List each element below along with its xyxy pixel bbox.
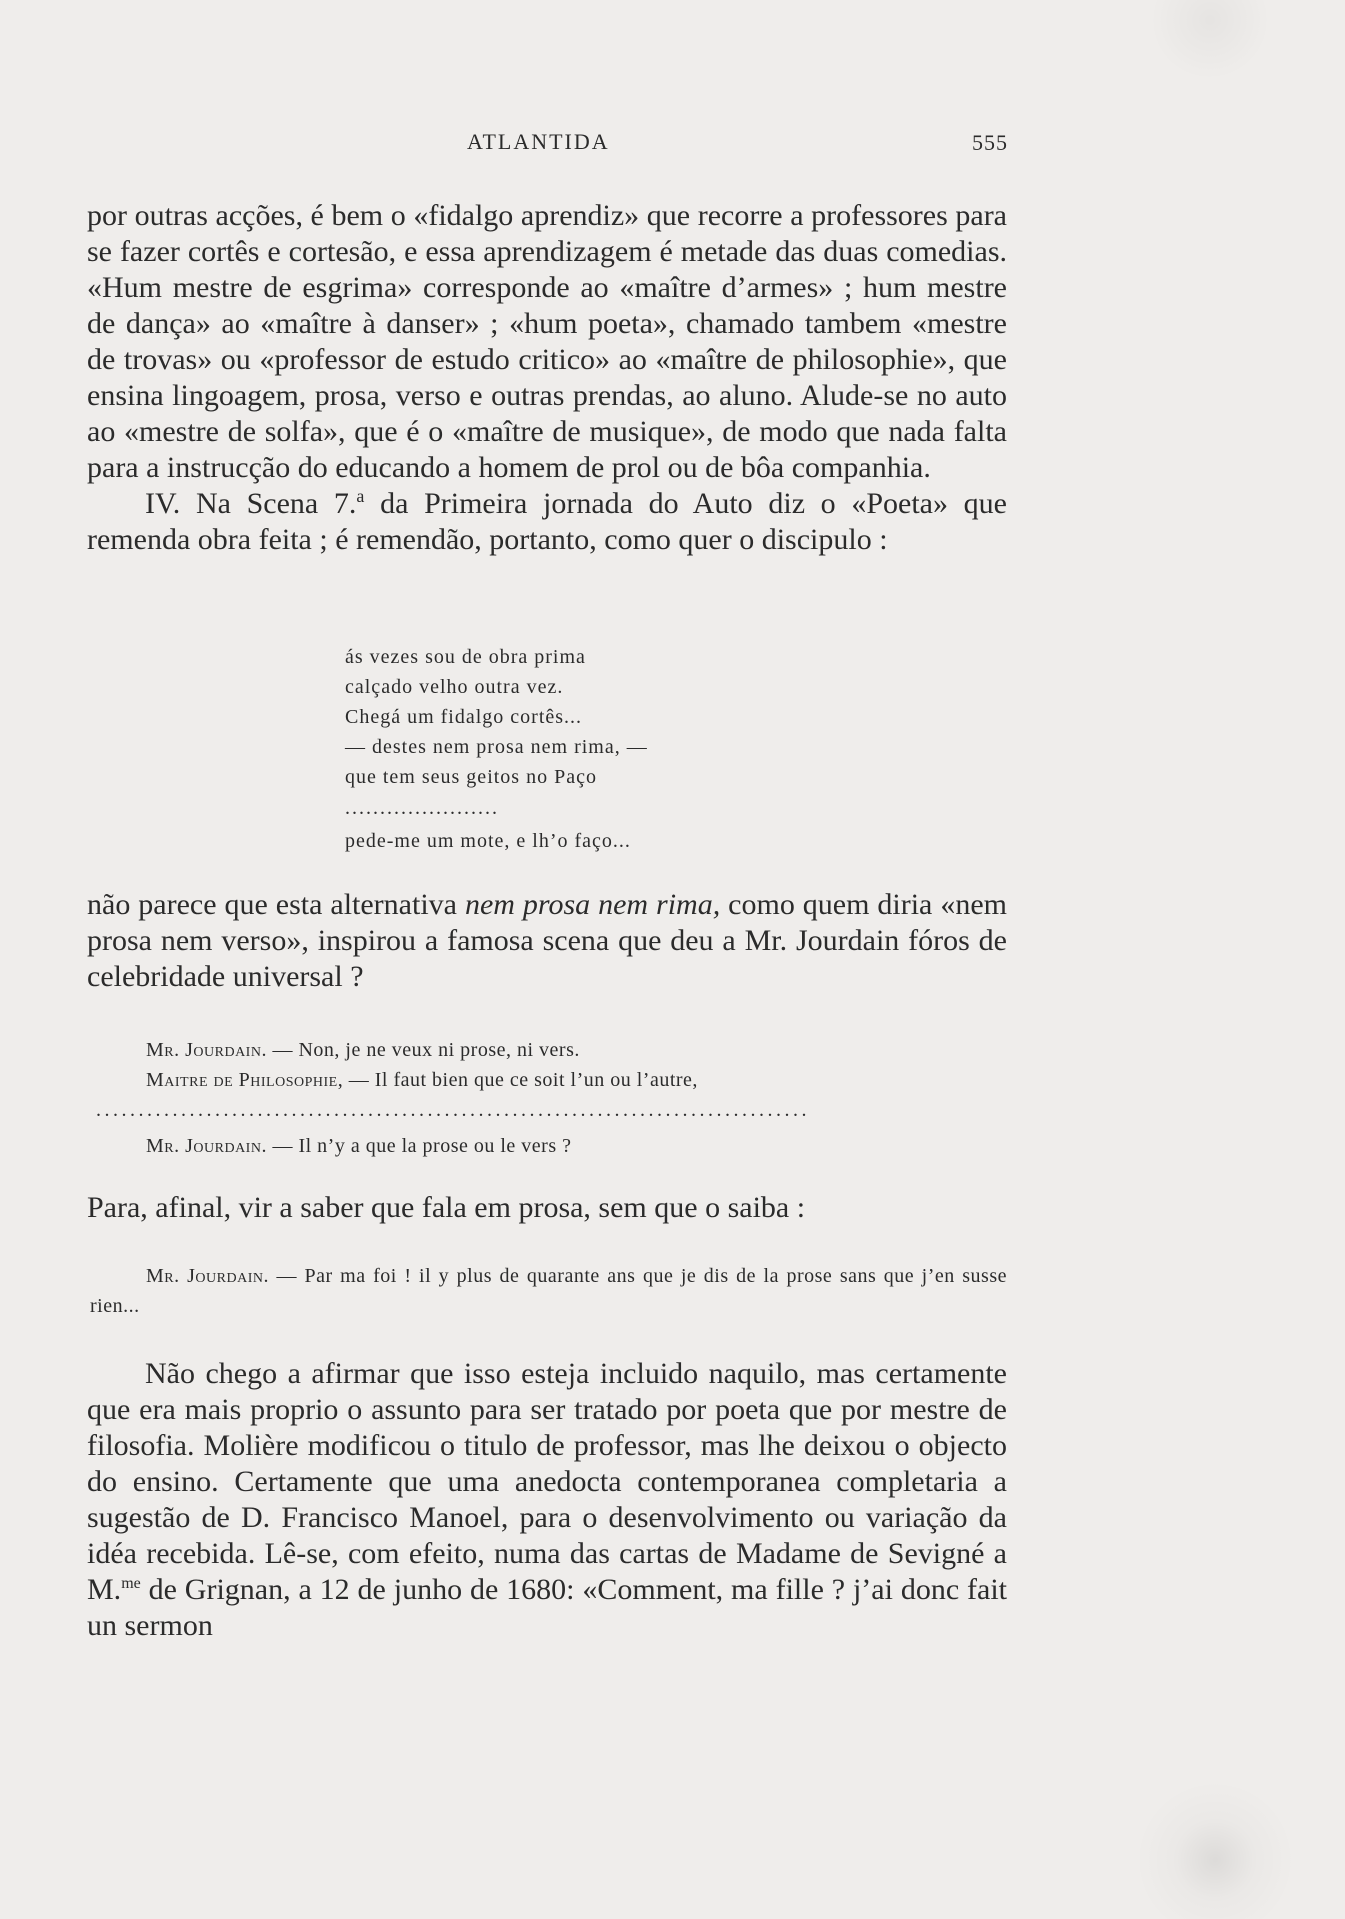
dialogue-line — [90, 1065, 1007, 1095]
ordinal-superscript: a — [356, 486, 365, 506]
body-text-top — [87, 198, 1007, 558]
speech-text: — Il faut bien que ce soit l’un ou l’autre, — [348, 1069, 698, 1091]
dialogue-line — [90, 1261, 1007, 1321]
verse-line: que tem seus geitos no Paço — [345, 766, 597, 788]
page-number: 555 — [972, 130, 1008, 155]
speech-text: — Il n’y a que la prose ou le vers ? — [272, 1135, 572, 1157]
body-text-final — [87, 1356, 1007, 1644]
paragraph-top: por outras acções, é bem o «fidalgo aprendiz» que recorre a professores para se fazer cortês e cortesão, e essa aprendizagem é metade das duas comedias. «Hum mestre de esgrima» corresponde ao «maître d’armes» ; hum mestre de dança» ao «maître à danser» ; «hum poeta», chamado tambem «mestre de trovas» ou «professor de estudo critico» ao «maître de philosophie», que ensina lingoagem, prosa, verso e outras prendas, ao aluno. Alude-se no auto ao «mestre de solfa», que é o «maître de musique», de modo que nada falta para a instrucção do educando a homem de prol ou de bôa companhia. — [87, 199, 1007, 484]
paragraph-question — [87, 887, 1007, 995]
speaker-name: Maitre de Philosophie, — [146, 1069, 344, 1091]
speaker-name: Mr. Jourdain. — [146, 1135, 267, 1157]
verse-ellipsis-row: ...................... — [345, 797, 499, 819]
dialogue-quote-2 — [90, 1261, 1007, 1321]
paragraph-afinal: Para, afinal, vir a saber que fala em prosa, sem que o saiba : — [87, 1191, 806, 1224]
paragraph-iv — [87, 486, 1007, 558]
speech-text: — Non, je ne veux ni prose, ni vers. — [272, 1039, 580, 1061]
verse-line: pede-me um mote, e lh’o faço... — [345, 830, 631, 852]
paragraph-iv-text-a: Na Scena 7. — [195, 487, 357, 520]
dialogue-quote-1 — [90, 1035, 1007, 1161]
question-italic: nem prosa nem rima, — [464, 888, 721, 921]
body-text-question — [87, 887, 1007, 995]
paragraph-final — [87, 1356, 1007, 1644]
final-text-a: Não chego a afirmar que isso esteja incluido naquilo, mas certamente que era mais proprio o assunto para ser tratado por poeta que por mestre de filosofia. Molière modificou o titulo de professor, mas lhe deixou o objecto do ensino. Certamente que uma anedocta contemporanea completaria a sugestão de D. Francisco Manoel, para o desenvolvimento ou variação da idéa recebida. Lê-se, com efeito, numa das cartas de Madame de Sevigné a M. — [87, 1357, 1007, 1606]
verse-line: Chegá um fidalgo cortês... — [345, 706, 583, 728]
body-text-afinal — [87, 1190, 1007, 1226]
running-title: ATLANTIDA — [467, 129, 610, 154]
dialogue-ellipsis-row: .................................................................................... — [96, 1099, 810, 1121]
paragraph-iv-text-b: da Primeira jornada do Auto diz o «Poeta» que remenda obra feita ; é remendão, portanto, como quer o discipulo : — [87, 487, 1007, 556]
verse-quote — [345, 642, 805, 856]
abbrev-superscript: me — [121, 1575, 141, 1592]
question-text-a: não parece que esta alternativa — [87, 888, 465, 921]
verse-line: calçado velho outra vez. — [345, 676, 564, 698]
dialogue-line — [90, 1035, 1007, 1065]
dialogue-line — [90, 1131, 1007, 1161]
speech-text: — Par ma foi ! il y plus de quarante ans que je dis de la prose sans que j’en susse rien... — [90, 1265, 1008, 1317]
speaker-name: Mr. Jourdain. — [146, 1039, 267, 1061]
section-numeral: IV. — [145, 487, 181, 520]
question-text-b: como quem diria «nem prosa nem verso», inspirou a famosa scena que deu a Mr. Jourdain fóros de celebridade universal ? — [87, 888, 1007, 993]
verse-line: — destes nem prosa nem rima, — — [345, 736, 648, 758]
final-text-b: de Grignan, a 12 de junho de 1680: «Comment, ma fille ? j’ai donc fait un sermon — [87, 1573, 1007, 1642]
speaker-name: Mr. Jourdain. — [146, 1265, 269, 1287]
verse-line: ás vezes sou de obra prima — [345, 646, 586, 668]
